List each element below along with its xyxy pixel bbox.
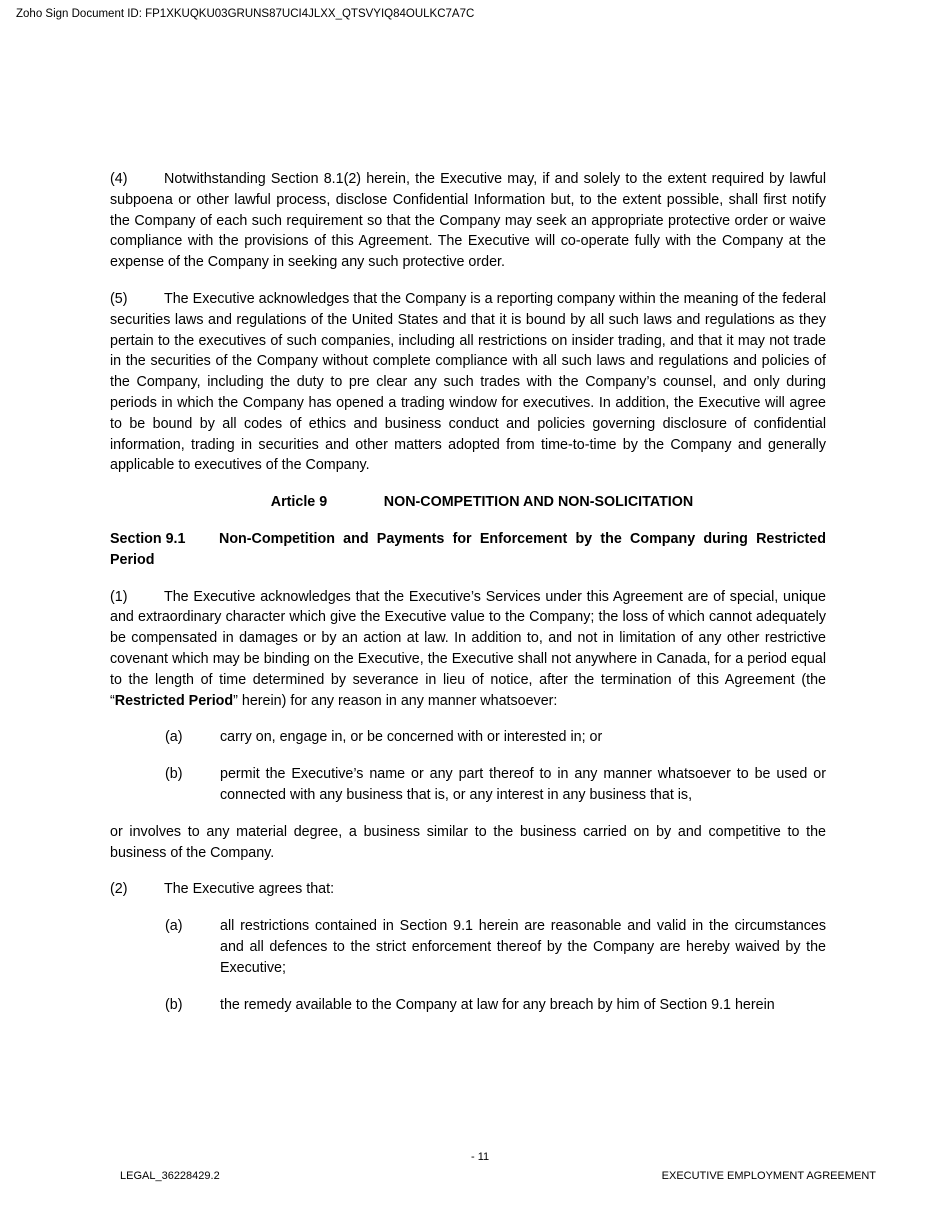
list-item-label: (a) — [165, 729, 183, 746]
list-item-label: (b) — [165, 766, 183, 783]
paragraph-number: (4) — [110, 171, 128, 187]
paragraph-text-after: ” herein) for any reason in any manner whatsoever: — [233, 692, 558, 709]
list-item-label: (b) — [165, 996, 183, 1013]
section-number: Section 9.1 — [110, 530, 186, 547]
subsection-2 — [110, 879, 826, 900]
article-number: Article 9 — [270, 494, 328, 511]
document-body — [110, 169, 826, 1031]
footer-legal-reference: LEGAL_36228429.2 — [120, 1170, 220, 1182]
subsection-1 — [110, 587, 826, 712]
article-heading — [110, 492, 826, 513]
subsection-1-tail: or involves to any material degree, a business similar to the business carried on by and competitive to the business of the Company. — [110, 823, 826, 861]
list-item — [110, 995, 826, 1016]
paragraph-text: The Executive agrees that: — [164, 881, 335, 898]
footer-document-title: EXECUTIVE EMPLOYMENT AGREEMENT — [661, 1170, 876, 1182]
list-item — [110, 727, 826, 748]
section-title: Non-Competition and Payments for Enforcement by the Company during Restricted Period — [110, 530, 826, 568]
page-number: - 11 — [471, 1151, 490, 1163]
list-item-text: all restrictions contained in Section 9.1 herein are reasonable and valid in the circumstances and all defences to the strict enforcement thereof by the Company are hereby waived by the Executive; — [220, 918, 826, 976]
paragraph-number: (1) — [110, 588, 128, 605]
defined-term: Restricted Period — [114, 692, 234, 709]
document-id-header: Zoho Sign Document ID: FP1XKUQKU03GRUNS87UCI4JLXX_QTSVYIQ84OULKC7A7C — [16, 8, 475, 20]
paragraph-5 — [110, 289, 826, 476]
paragraph-number: (5) — [110, 290, 128, 307]
section-heading — [110, 529, 826, 571]
list-item-text: carry on, engage in, or be concerned with or interested in; or — [220, 729, 603, 746]
list-item-label: (a) — [165, 918, 183, 935]
list-item — [110, 916, 826, 978]
list-item-text: permit the Executive’s name or any part thereof to in any manner whatsoever to be used or connected with any business that is, or any interest in any business that is, — [220, 766, 826, 803]
list-item — [110, 764, 826, 806]
list-item-text: the remedy available to the Company at law for any breach by him of Section 9.1 herein — [220, 996, 775, 1013]
article-title: NON-COMPETITION AND NON-SOLICITATION — [383, 494, 694, 511]
paragraph-text: Notwithstanding Section 8.1(2) herein, the Executive may, if and solely to the extent required by lawful subpoena or other lawful process, disclose Confidential Information but, to the extent possible, shall first notify the Company of each such requirement so that the Company may seek an appropriate protective order or waive compliance with the provisions of this Agreement. The Executive will co-operate fully with the Company at the expense of the Company in seeking any such protective order. — [110, 171, 826, 271]
paragraph-4 — [110, 169, 826, 273]
paragraph-text: The Executive acknowledges that the Company is a reporting company within the meaning of the federal securities laws and regulations of the United States and that it is bound by all such laws and regulations as they pertain to the executives of such companies, including all restrictions on insider trading, and that it may not trade in the securities of the Company without complete compliance with all such laws and regulations and policies of the Company, including the duty to pre clear any such trades with the Company’s counsel, and only during periods in which the Company has opened a trading window for executives. In addition, the Executive will agree to be bound by all codes of ethics and business conduct and policies governing disclosure of confidential information, trading in securities and other matters adopted from time-to-time by the Company and generally applicable to executives of the Company. — [110, 290, 826, 474]
paragraph-text-before: The Executive acknowledges that the Executive’s Services under this Agreement are of special, unique and extraordinary character which give the Executive value to the Company; the loss of which cannot adequately be compensated in damages or by an action at law. In addition to, and not in limitation of any other restrictive covenant which may be binding on the Executive, the Executive shall not anywhere in Canada, for a period equal to the length of time determined by severance in lieu of notice, after the termination of this Agreement (the “ — [110, 588, 826, 709]
paragraph-number: (2) — [110, 881, 128, 898]
